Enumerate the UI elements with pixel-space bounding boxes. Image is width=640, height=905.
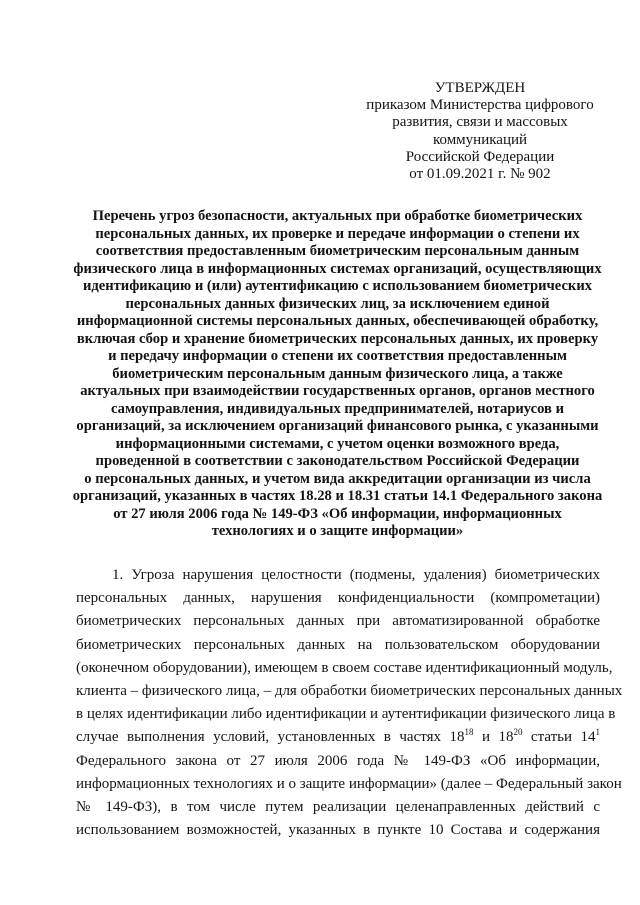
approval-stamp: [355, 80, 605, 183]
body-text: статьи 14: [522, 729, 596, 746]
body-line-with-superscripts: [76, 726, 600, 749]
title-line: физического лица в информационных системах организаций, осуществляющих: [73, 260, 602, 277]
title-line: проведенной в соответствии с законодательством Российской Федерации: [95, 453, 580, 469]
body-line: персональных данных, нарушения конфиденциальности (компрометации): [76, 590, 600, 607]
body-line: использованием возможностей, указанных в пункте 10 Состава и содержания: [76, 822, 600, 839]
approval-line: приказом Министерства цифрового: [366, 97, 594, 114]
superscript: 18: [464, 727, 474, 738]
body-line: информационных технологиях и о защите информации» (далее – Федеральный закон: [76, 775, 622, 792]
title-line: от 27 июля 2006 года № 149-ФЗ «Об информации, информационных: [113, 505, 562, 522]
title-line: биометрическим персональным данным физического лица, а также: [112, 365, 563, 382]
body-line: в целях идентификации либо идентификации и аутентификации физического лица в: [76, 706, 616, 723]
approval-order-date: от 01.09.2021 г. № 902: [409, 166, 551, 183]
document-title: [60, 208, 615, 541]
title-line: включая сбор и хранение биометрических персональных данных, их проверку: [76, 330, 599, 347]
title-line: самоуправления, индивидуальных предпринимателей, нотариусов и: [111, 400, 564, 417]
title-line: о персональных данных, и учетом вида аккредитации организации из числа: [84, 470, 591, 487]
approval-line: развития, связи и массовых: [392, 114, 568, 131]
title-line: персональных данных, их проверке и передаче информации о степени их: [95, 225, 580, 242]
title-line: технологиях и о защите информации»: [211, 523, 464, 539]
title-line: персональных данных физических лиц, за исключением единой: [125, 295, 550, 312]
title-line: и передачу информации о степени их соответствия предоставленным: [108, 348, 567, 364]
title-line: актуальных при взаимодействии государственных органов, органов местного: [80, 383, 595, 399]
title-line: информационной системы персональных данных, обеспечивающей обработку,: [76, 313, 599, 329]
title-line: соответствия предоставленным биометрическим персональным данным: [95, 243, 580, 259]
body-line: 1. Угроза нарушения целостности (подмены, удаления) биометрических: [112, 567, 600, 583]
superscript: 20: [513, 727, 523, 738]
body-text: и 18: [473, 729, 514, 746]
body-line: (оконечном оборудовании), имеющем в своем составе идентификационный модуль,: [76, 659, 613, 676]
title-line: организаций, указанных в частях 18.28 и 18.31 статьи 14.1 Федерального закона: [72, 488, 603, 504]
title-line: Перечень угроз безопасности, актуальных при обработке биометрических: [92, 208, 583, 224]
title-line: информационными системами, с учетом оценки возможного вреда,: [115, 435, 560, 452]
paragraph-1: [76, 564, 623, 842]
superscript: 1: [595, 727, 600, 738]
body-line: биометрических персональных данных при автоматизированной обработке: [76, 613, 600, 630]
title-line: организаций, за исключением организаций финансового рынка, с указанными: [76, 418, 599, 434]
body-line: биометрических персональных данных на пользовательском оборудовании: [76, 636, 600, 653]
body-line: № 149-ФЗ), в том числе путем реализации целенаправленных действий с: [76, 799, 600, 816]
title-line: идентификацию и (или) аутентификацию с использованием биометрических: [82, 278, 593, 294]
approval-heading: УТВЕРЖДЕН: [434, 80, 526, 96]
approval-line: коммуникаций: [432, 131, 528, 148]
approval-line: Российской Федерации: [405, 148, 555, 165]
body-text: случае выполнения условий, установленных в частях 18: [76, 729, 465, 746]
body-line: клиента – физического лица, – для обработки биометрических персональных данных: [76, 683, 623, 700]
body-line: Федерального закона от 27 июля 2006 года № 149-ФЗ «Об информации,: [76, 752, 600, 769]
